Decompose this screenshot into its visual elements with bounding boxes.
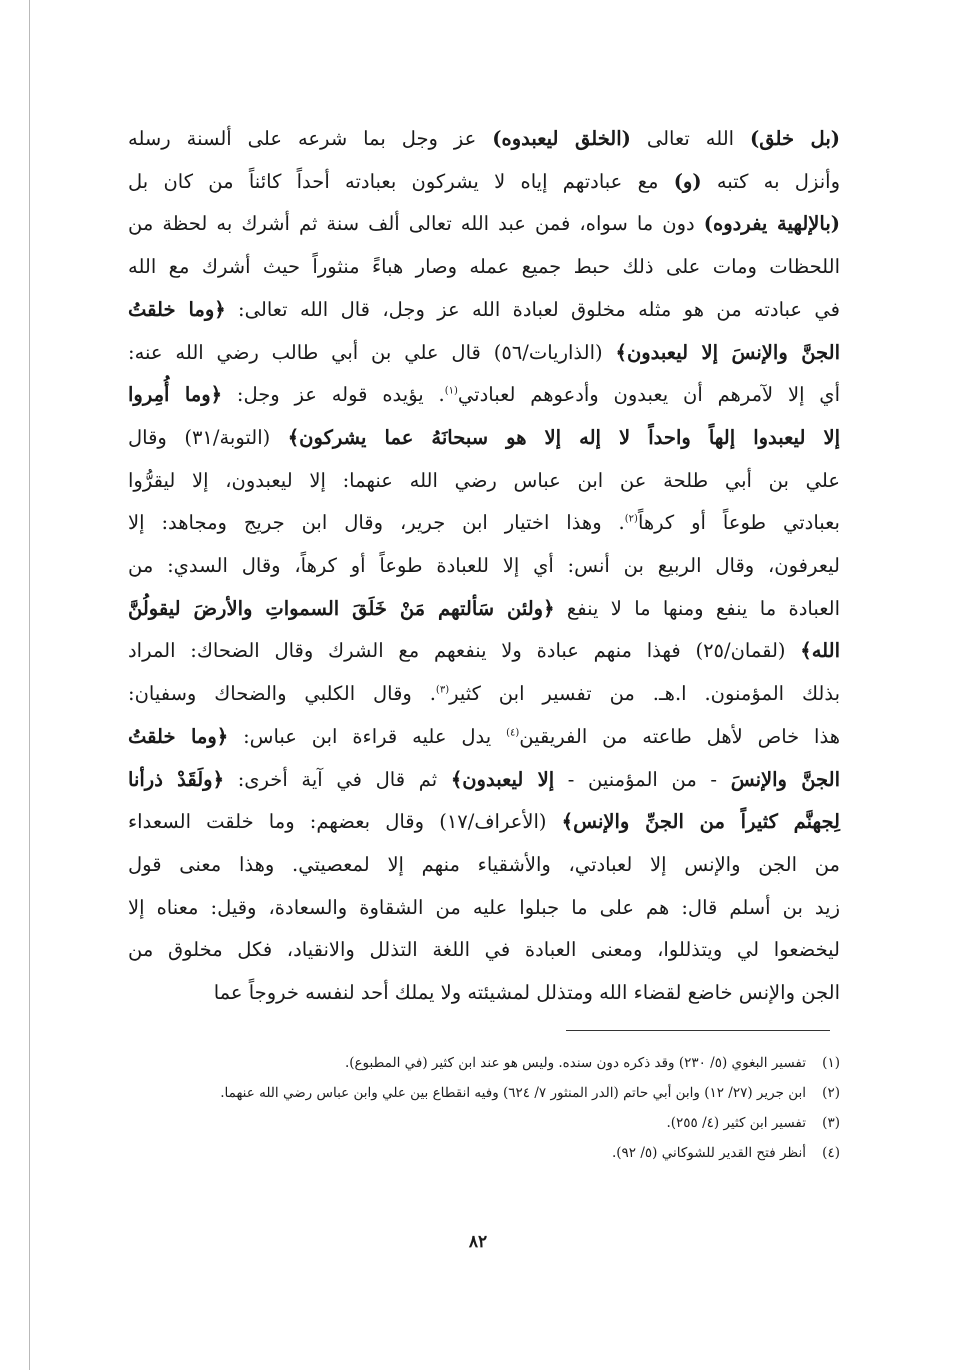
text-line <box>128 972 840 1015</box>
text-line <box>128 332 840 375</box>
text-line <box>128 118 840 161</box>
quran-quote: ﴿ولئن سَألتهم مَنْ خَلَقَ السمواتِ والأرضَ ليقولُنَّ <box>128 596 555 620</box>
text-run: ليخضعوا لي ويتذللوا، ومعنى العبادة في اللغة التذلل والانقياد، فكل مخلوق من <box>128 938 840 962</box>
text-run: (التوبة/٣١) وقال <box>128 425 288 449</box>
text-run: (الذاريات/٥٦) قال علي بن أبي طالب رضي الله عنه: <box>128 340 616 364</box>
footnote-ref: (٣) <box>435 684 450 696</box>
text-line <box>128 374 840 417</box>
text-run: بذلك المؤمنون. ا.هـ. من تفسير ابن كثير <box>449 682 840 706</box>
text-line <box>128 630 840 673</box>
footnote-text: أنظر فتح القدير للشوكاني (٥/ ٩٢). <box>611 1145 806 1161</box>
text-run: (الأعراف/١٧) وقال بعضهم: وما خلقت السعداء <box>128 810 562 834</box>
quran-quote: (الخلق ليعبدوه) <box>492 127 631 150</box>
text-run: بعبادتي طوعاً أو كرهاً <box>637 511 840 535</box>
text-line <box>128 545 840 588</box>
text-line <box>128 246 840 289</box>
scan-edge-line <box>29 0 30 1370</box>
text-run: العبادة ما ينفع ومنها ما لا ينفع <box>554 596 840 620</box>
footnote-number: (٤) <box>822 1145 840 1161</box>
text-line <box>128 203 840 246</box>
text-run: الجن والإنس خاضع لقضاء الله ومتذلل لمشيئته ولا يملك أحد لنفسه خروجاً عما <box>213 981 840 1005</box>
text-line <box>128 887 840 930</box>
text-run: في عبادته من هو مثله مخلوق لعبادة الله عز وجل، قال الله تعالى: <box>225 297 840 321</box>
text-line <box>128 588 840 631</box>
text-run: الله تعالى <box>630 127 751 150</box>
footnote-text: ابن جرير (٢٧/ ١٢) وابن أبي حاتم (الدر المنثور ٧/ ٦٢٤) وفيه انقطاع بين علي وابن عباس رضي الله عنهما. <box>220 1085 806 1101</box>
footnote-ref: (٤) <box>506 727 520 739</box>
footnotes <box>128 1048 840 1168</box>
text-line <box>128 417 840 460</box>
text-run: مع عبادتهم إياه لا يشركون بعبادته أحداً كائناً من كان بل <box>128 169 674 193</box>
text-line <box>128 502 840 545</box>
text-run: . وقال الكلبي والضحاك وسفيان: <box>128 682 436 706</box>
footnote-ref: (٢) <box>624 513 638 525</box>
quran-quote: ﴿ولَقَدْ ذرأنا <box>128 767 225 791</box>
quran-quote: الجنَّ والإنسَ <box>730 767 840 791</box>
page-body <box>128 118 840 1015</box>
footnote-separator <box>566 1030 830 1031</box>
text-run: علي بن أبي طلحة عن ابن عباس رضي الله عنهما: إلا ليعبدون، إلا ليقرُّوا <box>128 468 840 492</box>
text-run: عز وجل بما شرعه على ألسنة رسله <box>128 127 493 150</box>
quran-quote: ﴿وما خلقتُ <box>128 724 229 748</box>
text-line <box>128 716 840 759</box>
text-line <box>128 161 840 204</box>
text-run: أي إلا لآمرهم أن يعبدون وأدعوهم لعبادتي <box>457 383 840 407</box>
text-run: دون ما سواه، فمن عبد الله تعالى ألف سنة ثم أشرك به لحظة من <box>128 212 704 236</box>
page-number: ٨٢ <box>468 1232 488 1252</box>
text-line <box>128 460 840 503</box>
text-run: ليعرفون، وقال الربيع بن أنس: أي إلا للعبادة طوعاً أو كرهاً، وقال السدي: من <box>128 554 840 578</box>
text-run: وأنزل به كتبه <box>701 169 840 193</box>
text-run: يدل عليه قراءة ابن عباس: <box>228 724 507 748</box>
text-line <box>128 289 840 332</box>
text-run: زيد بن أسلم قال: هم على ما جبلوا عليه من الشقاوة والسعادة، وقيل: معناه إلا <box>128 895 840 919</box>
quran-quote: لِجهنَّم كثيراً من الجنِّ والإنس﴾ <box>561 810 840 834</box>
text-run: - من المؤمنين - <box>554 767 731 791</box>
quran-quote: (و) <box>673 169 702 193</box>
quran-quote: (بالإلهية يفردوه) <box>703 212 840 236</box>
quran-quote: إلا ليعبدون﴾ <box>450 767 555 791</box>
quran-quote: الله﴾ <box>800 639 840 663</box>
text-line <box>128 759 840 802</box>
footnote-item <box>128 1048 840 1078</box>
text-run: ثم قال في آية أخرى: <box>224 767 451 791</box>
footnote-number: (١) <box>822 1055 840 1071</box>
footnote-number: (٣) <box>822 1115 840 1131</box>
text-run: (لقمان/٢٥) فهذا منهم عبادة ولا ينفعهم مع الشرك وقال الضحاك: المراد <box>128 639 801 663</box>
footnote-text: تفسير ابن كثير (٤/ ٢٥٥). <box>666 1115 806 1131</box>
text-line <box>128 844 840 887</box>
main-text <box>128 118 840 1015</box>
text-run: اللحظات ومات على ذلك حبط جميع عمله وصار هباءً منثوراً حيث أشرك مع الله <box>128 255 840 279</box>
text-line <box>128 929 840 972</box>
text-run: هذا خاص لأهل طاعته من الفريقين <box>519 724 840 748</box>
footnote-item <box>128 1108 840 1138</box>
text-line <box>128 801 840 844</box>
quran-quote: ﴿وما خلقتُ <box>128 297 226 321</box>
footnote-ref: (١) <box>444 385 458 397</box>
footnote-item <box>128 1138 840 1168</box>
quran-quote: (بل خلق) <box>750 127 840 150</box>
text-line <box>128 673 840 716</box>
quran-quote: ﴿وما أُمِروا <box>128 383 223 407</box>
footnote-item <box>128 1078 840 1108</box>
text-run: . يؤيده قوله عز وجل: <box>222 383 445 407</box>
text-run: . وهذا اختيار ابن جرير، وقال ابن جريج ومجاهد: إلا <box>128 511 625 535</box>
footnote-text: تفسير البغوي (٥/ ٢٣٠) وقد ذكره دون سنده. وليس هو عند ابن كثير (في المطبوع). <box>344 1055 806 1071</box>
quran-quote: الجنَّ والإنسَ إلا ليعبدون﴾ <box>615 340 840 364</box>
text-run: من الجن والإنس إلا لعبادتي، والأشقياء منهم إلا لمعصيتي. وهذا معنى قول <box>128 852 840 876</box>
footnote-number: (٢) <box>822 1085 840 1101</box>
quran-quote: إلا ليعبدوا إلهاً واحداً لا إله إلا هو سبحانَهُ عما يشركون﴾ <box>287 425 840 449</box>
